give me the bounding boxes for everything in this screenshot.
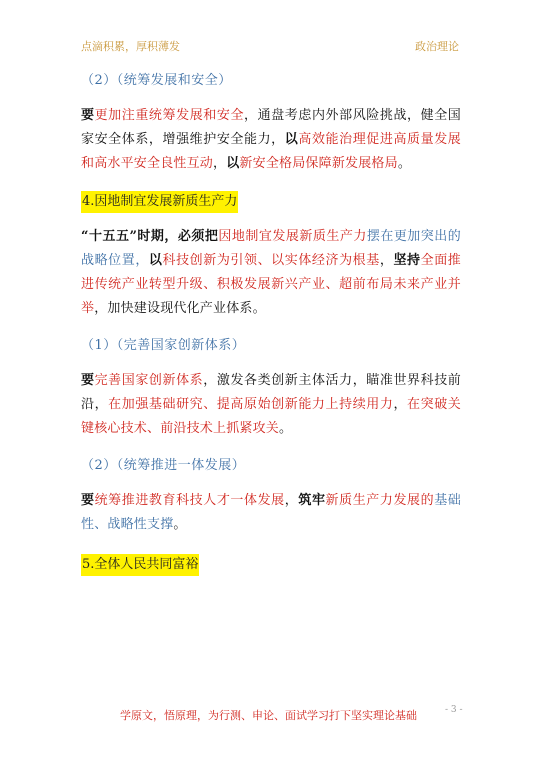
text-run: 以 <box>226 156 240 171</box>
text-run: 摆在更加突出的战略位置， <box>81 229 461 268</box>
footer-slogan: 学原文，悟原理，为行测、申论、面试学习打下坚实理论基础 <box>120 709 417 722</box>
text-run: ， <box>284 493 299 508</box>
text-run: 要 <box>81 373 95 388</box>
header-left: 点滴积累，厚积薄发 <box>81 40 180 53</box>
text-run: 要 <box>81 493 95 508</box>
paragraph-integrated-development <box>81 489 461 537</box>
page-header <box>81 38 459 54</box>
text-run: ，加快建设现代化产业体系。 <box>94 301 266 316</box>
paragraph-security <box>81 104 461 176</box>
subheading-security: （2）（统筹发展和安全） <box>81 73 232 88</box>
subheading-integrated-development: （2）（统筹推进一体发展） <box>81 458 246 473</box>
text-run: 以 <box>148 253 163 268</box>
text-run: 坚持 <box>393 253 421 268</box>
paragraph-new-productive-forces <box>81 225 461 321</box>
text-run: 在加强基础研究、提高原始创新能力上持续用力 <box>108 397 394 412</box>
text-run: 科技创新为引领、以实体经济为根基 <box>162 253 380 268</box>
document-body <box>81 70 461 576</box>
page-number: - 3 - <box>445 705 463 715</box>
text-run: 。 <box>279 421 293 436</box>
text-run: 以 <box>284 132 299 147</box>
text-run: 全面推进传统产业转型升级、积极发展新兴产业、超前布局未来产业并举 <box>81 253 461 316</box>
text-run: ， <box>393 397 408 412</box>
subheading-innovation-system: （1）（完善国家创新体系） <box>81 338 246 353</box>
text-run: 更加注重统筹发展和安全 <box>94 108 245 123</box>
header-right: 政治理论 <box>415 40 459 53</box>
text-run: ，激发各类创新主体活力，瞄准世界科技前沿， <box>81 373 461 412</box>
text-run: “十五五”时期， <box>81 229 178 244</box>
text-run: 完善国家创新体系 <box>94 373 204 388</box>
text-run: 新安全格局保障新发展格局 <box>239 156 398 171</box>
text-run: 高效能治理促进高质量发展和高水平安全良性互动 <box>81 132 461 171</box>
paragraph-innovation-system <box>81 369 461 441</box>
heading-new-productive-forces: 4.因地制宜发展新质生产力 <box>81 191 238 213</box>
text-run: 基础性、战略性支撑 <box>81 493 461 532</box>
text-run: 在突破关键核心技术、前沿技术上抓紧攻关 <box>81 397 461 436</box>
text-run: 。 <box>397 156 412 171</box>
text-run: 要 <box>81 108 95 123</box>
text-run: 新质生产力发展的 <box>325 493 435 508</box>
text-run: ，通盘考虑内外部风险挑战，健全国家安全体系，增强维护安全能力， <box>81 108 462 147</box>
text-run: 因地制宜发展新质生产力 <box>218 229 367 244</box>
text-run: ， <box>213 156 227 171</box>
text-run: 筑牢 <box>298 493 326 508</box>
text-run: 。 <box>173 517 187 532</box>
heading-common-prosperity: 5.全体人民共同富裕 <box>81 554 199 576</box>
text-run: ， <box>379 253 394 268</box>
text-run: 统筹推进教育科技人才一体发展 <box>94 493 285 508</box>
text-run: 必须把 <box>177 229 219 244</box>
